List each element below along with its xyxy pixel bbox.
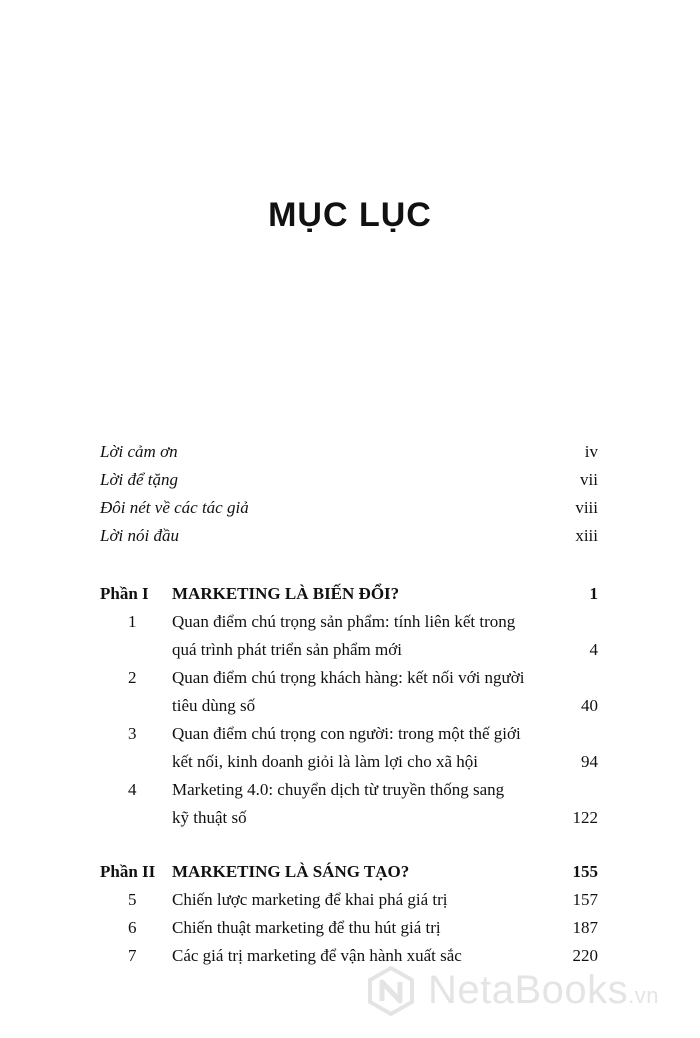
part-title: MARKETING LÀ SÁNG TẠO? [172, 862, 410, 881]
chapter-title-line1: Quan điểm chú trọng khách hàng: kết nối với người [172, 668, 525, 687]
chapter-title-line1: Marketing 4.0: chuyển dịch từ truyền thống sang [172, 780, 505, 799]
toc-entry-label: Lời để tặng [100, 470, 179, 489]
chapter-title-line2: kết nối, kinh doanh giỏi là làm lợi cho xã hội [172, 752, 478, 771]
table-of-contents [100, 438, 598, 970]
part-page: 155 [572, 862, 598, 881]
chapter-number: 6 [128, 918, 137, 937]
chapter-title: Chiến lược marketing để khai phá giá trị [172, 890, 448, 909]
toc-entry-acknowledgements[interactable] [100, 438, 598, 466]
part-title: MARKETING LÀ BIẾN ĐỔI? [172, 584, 400, 603]
chapter-page: 40 [581, 696, 598, 715]
part-label: Phần II [100, 862, 156, 881]
chapter-page: 94 [581, 752, 598, 771]
toc-chapter-6[interactable] [100, 914, 598, 942]
watermark-text [428, 968, 659, 1013]
toc-entry-page: viii [575, 498, 598, 517]
toc-entry-page: vii [580, 470, 598, 489]
chapter-title: Chiến thuật marketing để thu hút giá trị [172, 918, 441, 937]
netabooks-watermark [362, 962, 692, 1022]
toc-entry-label: Lời cảm ơn [100, 442, 178, 461]
toc-chapter-2[interactable] [100, 664, 598, 720]
chapter-title-line1: Quan điểm chú trọng sản phẩm: tính liên kết trong [172, 612, 516, 631]
toc-entry-about-authors[interactable] [100, 494, 598, 522]
chapter-number: 2 [128, 668, 137, 687]
chapter-title-line2: tiêu dùng số [172, 696, 256, 715]
chapter-number: 5 [128, 890, 137, 909]
watermark-tld: .vn [628, 983, 660, 1008]
chapter-page: 122 [572, 808, 598, 827]
toc-chapter-5[interactable] [100, 886, 598, 914]
chapter-title-line1: Quan điểm chú trọng con người: trong một thế giới [172, 724, 521, 743]
toc-chapter-4[interactable] [100, 776, 598, 832]
chapter-number: 1 [128, 612, 137, 631]
part-page: 1 [589, 584, 598, 603]
chapter-number: 3 [128, 724, 137, 743]
toc-entry-page: xiii [575, 526, 598, 545]
toc-entry-label: Đôi nét về các tác giả [100, 498, 249, 517]
chapter-page: 187 [572, 918, 598, 937]
toc-entry-page: iv [584, 442, 598, 461]
toc-part-1-header[interactable] [100, 580, 598, 608]
chapter-title-line2: quá trình phát triển sản phẩm mới [172, 640, 402, 659]
chapter-page: 220 [572, 946, 598, 965]
toc-chapter-1[interactable] [100, 608, 598, 664]
toc-part-2-header[interactable] [100, 858, 598, 886]
toc-entry-preface[interactable] [100, 522, 598, 550]
page-title: MỤC LỤC [268, 196, 432, 234]
toc-entry-label: Lời nói đầu [100, 526, 179, 545]
chapter-page: 4 [589, 640, 598, 659]
toc-chapter-3[interactable] [100, 720, 598, 776]
watermark-brand: NetaBooks [428, 968, 629, 1012]
chapter-page: 157 [572, 890, 598, 909]
part-label: Phần I [100, 584, 149, 603]
chapter-number: 7 [128, 946, 137, 965]
netabooks-logo-icon [366, 966, 416, 1016]
toc-entry-dedication[interactable] [100, 466, 598, 494]
chapter-title: Các giá trị marketing để vận hành xuất sắc [172, 946, 462, 965]
chapter-title-line2: kỹ thuật số [172, 808, 247, 827]
chapter-number: 4 [128, 780, 137, 799]
